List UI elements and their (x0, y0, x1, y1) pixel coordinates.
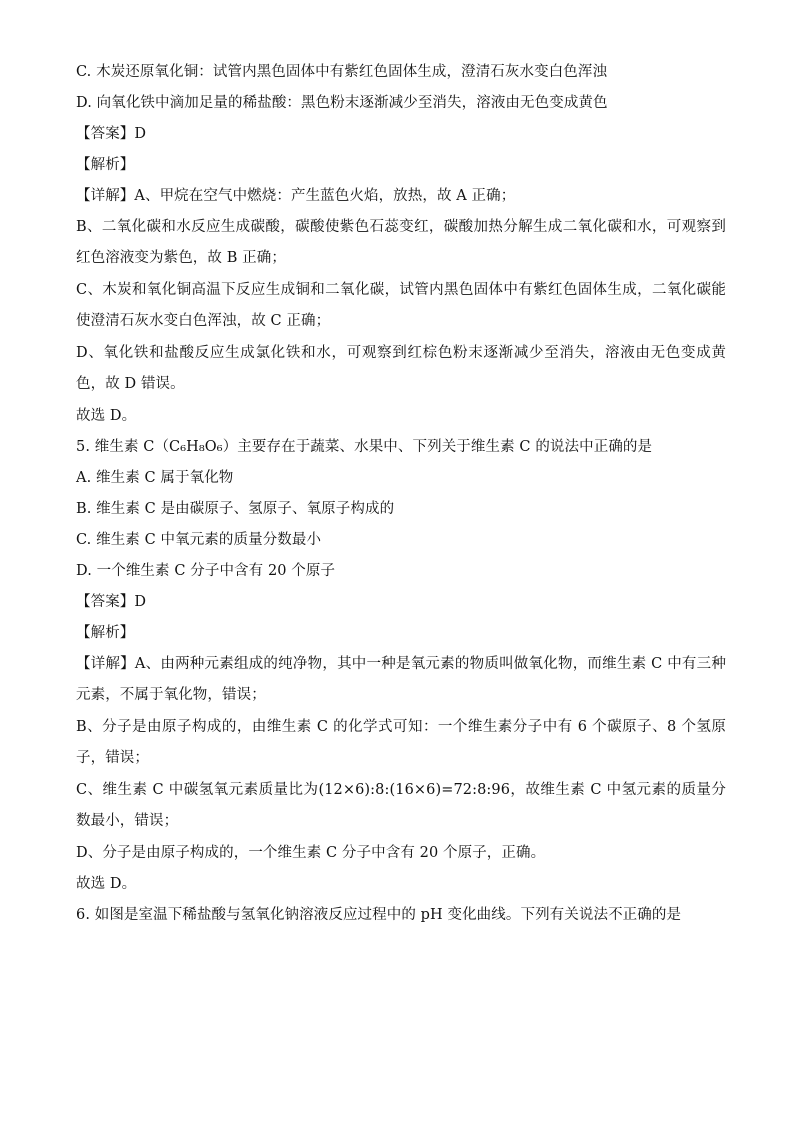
q5-option-b: B. 维生素 C 是由碳原子、氢原子、氧原子构成的 (76, 501, 395, 517)
explanation-a: 【详解】A、甲烷在空气中燃烧：产生蓝色火焰，放热，故 A 正确； (76, 188, 516, 204)
q5-explanation-b: B、分子是由原子构成的，由维生素 C 的化学式可知：一个维生素分子中有 6 个碳原子、8 个氢原子，错误； (76, 719, 726, 766)
q5-analysis-heading: 【解析】 (76, 625, 135, 641)
q5-explanation-d: D、分子是由原子构成的，一个维生素 C 分子中含有 20 个原子，正确。 (76, 845, 546, 861)
option-d-line: D. 向氧化铁中滴加足量的稀盐酸：黑色粉末逐渐减少至消失，溶液由无色变成黄色 (76, 95, 608, 111)
question-5-stem: 5. 维生素 C（C₆H₈O₆）主要存在于蔬菜、水果中、下列关于维生素 C 的说法中正确的是 (76, 439, 653, 455)
question-6-stem: 6. 如图是室温下稀盐酸与氢氧化钠溶液反应过程中的 pH 变化曲线。下列有关说法不正确的是 (76, 907, 682, 923)
answer-line: 【答案】D (76, 126, 147, 142)
q5-explanation-a: 【详解】A、由两种元素组成的纯净物，其中一种是氧元素的物质叫做氧化物，而维生素 C 中有三种元素，不属于氧化物，错误； (76, 656, 726, 703)
explanation-c: C、木炭和氧化铜高温下反应生成铜和二氧化碳，试管内黑色固体中有紫红色固体生成，二氧化碳能使澄清石灰水变白色浑浊，故 C 正确； (76, 282, 726, 329)
explanation-b: B、二氧化碳和水反应生成碳酸，碳酸使紫色石蕊变红，碳酸加热分解生成二氧化碳和水，可观察到红色溶液变为紫色，故 B 正确； (76, 219, 726, 266)
conclusion-line: 故选 D。 (76, 408, 137, 424)
q5-option-d: D. 一个维生素 C 分子中含有 20 个原子 (76, 563, 336, 579)
q5-option-c: C. 维生素 C 中氧元素的质量分数最小 (76, 532, 322, 548)
explanation-d: D、氧化铁和盐酸反应生成氯化铁和水，可观察到红棕色粉末逐渐减少至消失，溶液由无色变成黄色，故 D 错误。 (76, 345, 726, 392)
q5-conclusion-line: 故选 D。 (76, 876, 137, 892)
analysis-heading: 【解析】 (76, 157, 135, 173)
q5-explanation-c: C、维生素 C 中碳氢氧元素质量比为(12×6):8:(16×6)=72:8:96，故维生素 C 中氢元素的质量分数最小，错误； (76, 782, 726, 829)
q5-option-a: A. 维生素 C 属于氧化物 (76, 470, 234, 486)
q5-answer-line: 【答案】D (76, 594, 147, 610)
document-page (76, 62, 726, 936)
option-c-line: C. 木炭还原氧化铜：试管内黑色固体中有紫红色固体生成，澄清石灰水变白色浑浊 (76, 64, 608, 80)
